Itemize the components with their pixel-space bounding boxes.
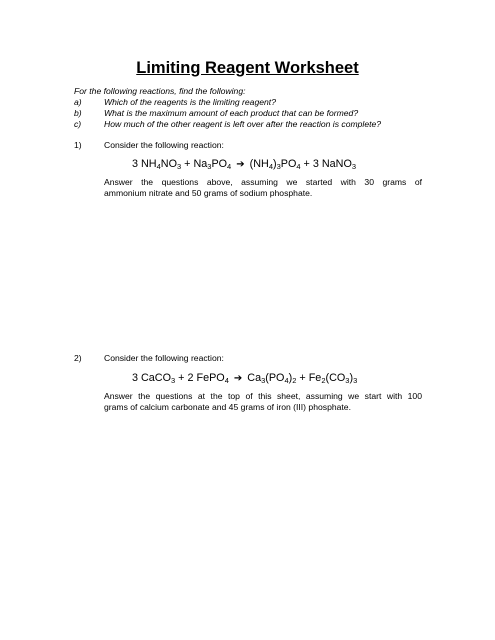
reaction-arrow-icon: ➔: [233, 373, 243, 384]
answer-line: ammonium nitrate and 50 grams of sodium phosphate.: [104, 188, 313, 198]
instructions-intro: For the following reactions, find the following:: [74, 86, 246, 96]
question-letter: b): [74, 108, 82, 118]
problem-2-prompt: Consider the following reaction:: [104, 353, 224, 363]
question-a: [74, 97, 276, 108]
question-text: Which of the reagents is the limiting reagent?: [104, 97, 276, 107]
question-letter: c): [74, 119, 82, 129]
answer-line: Answer the questions above, assuming we started with 30 grams of: [104, 177, 422, 187]
reaction-arrow-icon: ➔: [236, 159, 245, 170]
problem-2-answer-instructions: [104, 391, 422, 413]
question-c: [74, 119, 381, 130]
question-b: [74, 108, 358, 119]
problem-1-prompt: Consider the following reaction:: [104, 140, 224, 150]
problem-2-number: 2): [74, 353, 82, 363]
question-text: What is the maximum amount of each product that can be formed?: [104, 108, 359, 118]
answer-line: grams of calcium carbonate and 45 grams of iron (III) phosphate.: [104, 402, 351, 412]
question-letter: a): [74, 97, 82, 107]
problem-2-equation: 3 CaCO$_3$ + 2 FePO$_4$ ➔ $Ca_3(PO_4)_2 + Fe_2(CO_3)_3$: [132, 372, 358, 385]
answer-line: Answer the questions at the top of this sheet, assuming we start with 100: [104, 391, 422, 401]
question-text: How much of the other reagent is left over after the reaction is complete?: [104, 119, 382, 129]
problem-1-number: 1): [74, 140, 82, 150]
problem-1-answer-instructions: [104, 177, 422, 199]
problem-1-equation: 3 $NH_4NO_3 + Na_3PO_4$ ➔ $(NH_4)_3PO_4 + 3$ NaNO$_3$: [132, 158, 357, 171]
page-title: Limiting Reagent Worksheet: [136, 59, 359, 77]
